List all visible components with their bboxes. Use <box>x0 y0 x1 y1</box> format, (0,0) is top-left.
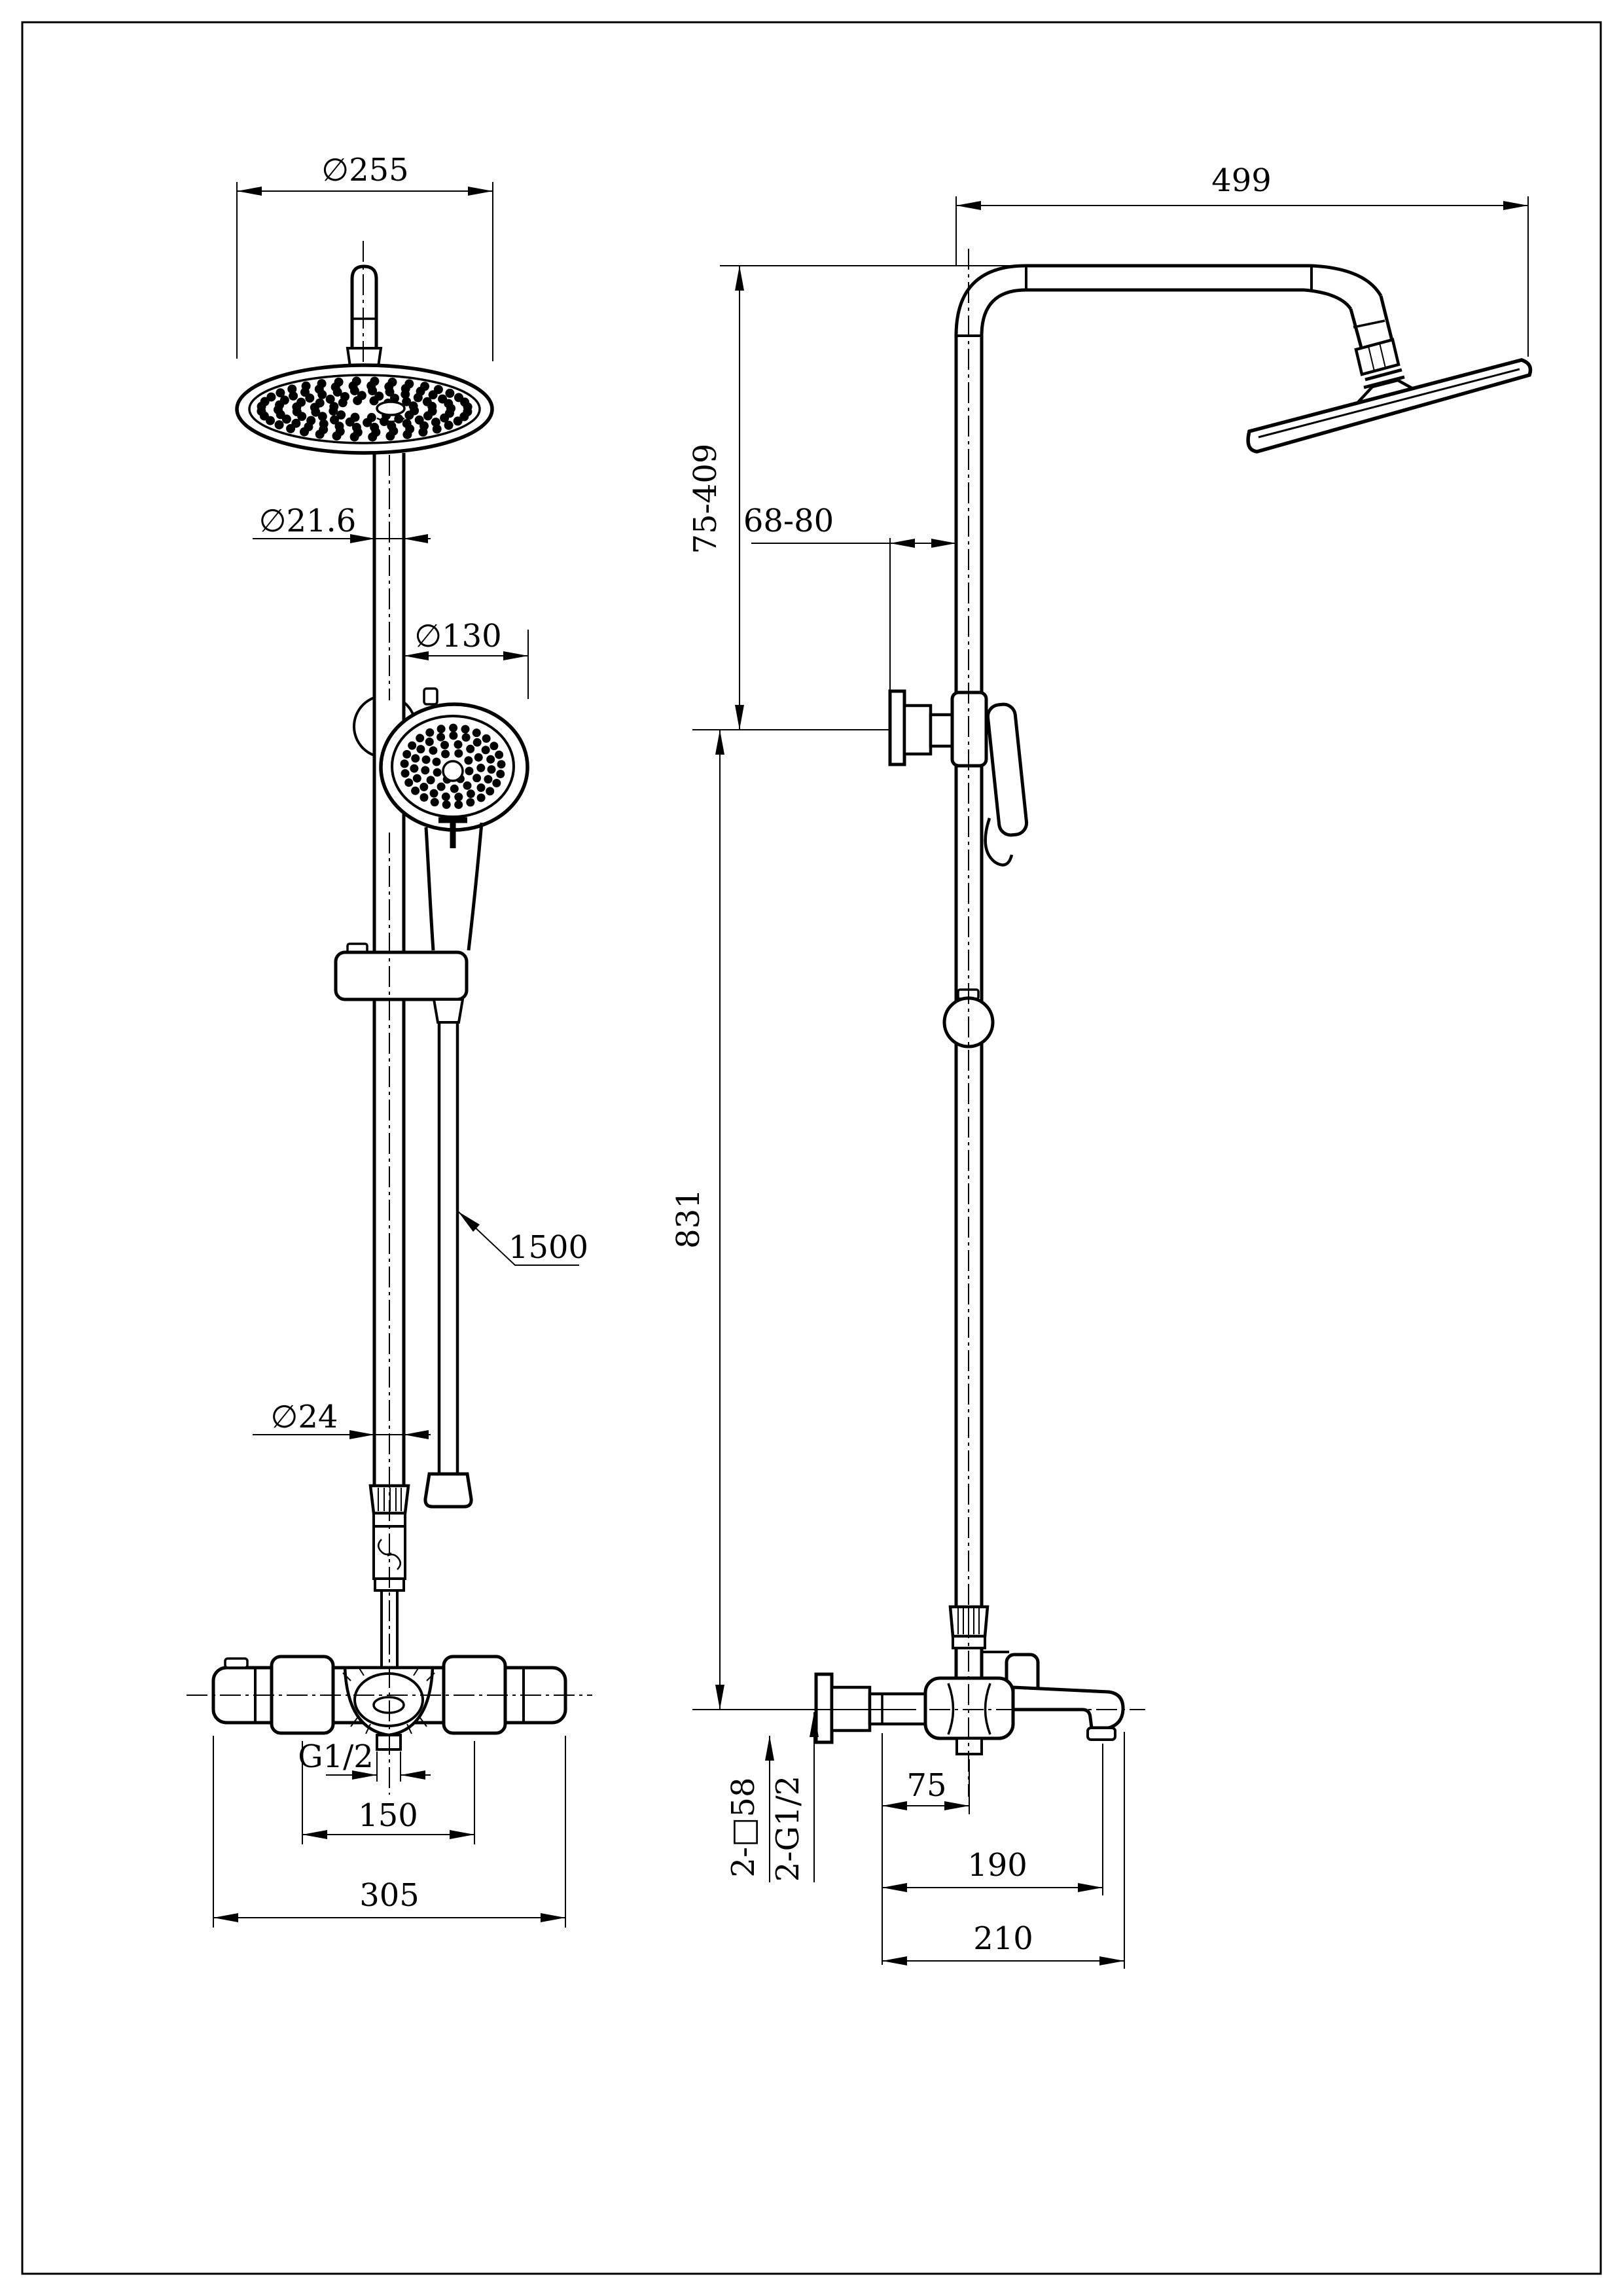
nozzle-dot <box>490 742 498 750</box>
nozzle-dot <box>315 430 325 439</box>
nozzle-dot <box>454 793 463 801</box>
nozzle-dot <box>431 798 439 806</box>
front-slider-clamp <box>336 944 467 999</box>
nozzle-dot <box>449 724 457 732</box>
spout-aerator <box>1088 1728 1115 1740</box>
nozzle-dot <box>302 382 311 391</box>
dim-valve-width: 305 <box>359 1877 419 1914</box>
dim-hand-shower-diameter: ∅130 <box>414 618 502 655</box>
dim-arm-reach: 499 <box>1211 162 1272 199</box>
nozzle-dot <box>410 406 419 416</box>
nozzle-dot <box>315 399 325 408</box>
nozzle-dot <box>413 774 421 783</box>
nozzle-dot <box>433 768 442 777</box>
nozzle-dot <box>427 776 435 784</box>
nozzle-dot <box>463 781 472 790</box>
nozzle-dot <box>437 783 446 791</box>
nozzle-dot <box>385 431 395 440</box>
nozzle-dot <box>411 787 419 795</box>
nozzle-dot <box>300 427 309 437</box>
nozzle-dot <box>266 393 276 402</box>
nozzle-dot <box>466 798 474 806</box>
nozzle-dot <box>433 425 442 434</box>
nozzle-dot <box>402 750 411 759</box>
nozzle-dot <box>477 793 486 802</box>
valve-left-button <box>225 1659 247 1668</box>
nozzle-dot <box>404 380 414 389</box>
nozzle-dot <box>492 779 501 787</box>
nozzle-dot <box>477 783 486 792</box>
nozzle-dot <box>461 725 470 734</box>
nozzle-dot <box>416 734 424 742</box>
nozzle-dot <box>408 742 416 750</box>
front-overhead-shower-head <box>237 365 492 453</box>
wall-escutcheon <box>816 1674 832 1742</box>
side-wall-bracket <box>890 691 954 764</box>
nozzle-dot <box>488 765 496 774</box>
note-escutcheon-size: 2-□58 <box>725 1777 762 1878</box>
nozzle-dot <box>433 758 441 766</box>
nozzle-dot <box>296 398 306 407</box>
nozzle-dot <box>482 745 490 754</box>
nozzle-dot <box>476 764 485 772</box>
nozzle-dot <box>442 793 450 801</box>
nozzle-dot <box>473 738 482 747</box>
nozzle-dot <box>462 733 471 742</box>
nozzle-dot <box>454 416 463 425</box>
nozzle-dot <box>422 755 431 764</box>
nozzle-dot <box>421 766 429 774</box>
nozzle-dot <box>287 385 296 394</box>
nozzle-dot <box>401 759 409 768</box>
dim-wall-clearance-range: 68-80 <box>743 503 834 539</box>
nozzle-dot <box>352 376 361 386</box>
dim-riser-diameter: ∅24 <box>270 1399 338 1435</box>
dim-head-diameter: ∅255 <box>321 152 409 188</box>
dim-arm-pipe-diameter: ∅21.6 <box>259 503 357 539</box>
dim-wall-to-riser: 75 <box>906 1767 947 1804</box>
nozzle-dot <box>497 760 506 768</box>
dim-inlet-spacing: 150 <box>358 1797 418 1834</box>
nozzle-dot <box>444 421 454 430</box>
nozzle-dot <box>465 767 474 776</box>
nozzle-dot <box>276 388 285 397</box>
nozzle-dot <box>473 774 481 782</box>
nozzle-dot <box>495 751 503 759</box>
dim-bracket-to-valve: 831 <box>670 1189 707 1249</box>
nozzle-dot <box>334 378 344 387</box>
nozzle-dot <box>454 740 463 749</box>
nozzle-dot <box>425 738 434 746</box>
nozzle-dot <box>484 775 492 783</box>
hand-shower-handle <box>426 827 433 950</box>
dim-wall-to-spout-tip: 210 <box>973 1920 1033 1957</box>
nozzle-dot <box>445 389 454 398</box>
nozzle-dot <box>466 745 474 753</box>
dim-wall-to-outlet: 190 <box>967 1847 1027 1884</box>
dim-outlet-thread: G1/2 <box>298 1738 374 1775</box>
nozzle-dot <box>441 750 450 759</box>
nozzle-dot <box>410 764 418 773</box>
nozzle-dot <box>450 785 459 793</box>
nozzle-dot <box>486 787 494 795</box>
nozzle-dot <box>416 745 425 753</box>
side-valve-body <box>816 1674 1123 1754</box>
side-shower-arm <box>956 266 1393 355</box>
nozzle-dot <box>454 749 463 758</box>
note-inlet-thread: 2-G1/2 <box>770 1775 806 1882</box>
nozzle-dot <box>434 385 443 394</box>
nozzle-dot <box>464 756 473 764</box>
nozzle-dot <box>286 424 295 433</box>
nozzle-dot <box>467 789 475 798</box>
nozzle-dot <box>440 741 449 749</box>
nozzle-dot <box>317 379 327 388</box>
hose-end-fitting <box>425 1474 471 1507</box>
nozzle-dot <box>442 800 451 809</box>
nozzle-dot <box>496 770 505 778</box>
nozzle-dot <box>332 431 342 440</box>
front-overhead-arm <box>348 266 381 367</box>
dim-head-to-bracket-range: 75-409 <box>687 443 724 554</box>
nozzle-dot <box>388 378 397 387</box>
nozzle-dot <box>430 789 438 798</box>
nozzle-dot <box>418 427 427 437</box>
side-hand-shower-handle <box>987 703 1028 836</box>
nozzle-dot <box>350 433 359 442</box>
nozzle-dot <box>275 420 284 429</box>
nozzle-dot <box>486 755 495 764</box>
nozzle-dot <box>370 377 379 386</box>
nozzle-dot <box>454 800 463 809</box>
nozzle-dot <box>423 411 433 420</box>
nozzle-dot <box>402 430 412 439</box>
nozzle-dot <box>401 769 410 778</box>
nozzle-dot <box>437 725 446 733</box>
nozzle-dot <box>420 382 429 391</box>
nozzle-dot <box>404 778 413 787</box>
nozzle-dot <box>368 433 377 442</box>
nozzle-dot <box>449 731 457 740</box>
nozzle-dot <box>429 746 437 755</box>
front-shower-hose <box>425 999 471 1507</box>
dim-hose-length: 1500 <box>508 1229 589 1266</box>
nozzle-dot <box>411 754 419 762</box>
nozzle-dot <box>425 728 434 737</box>
nozzle-dot <box>420 793 429 802</box>
nozzle-dot <box>473 728 481 737</box>
nozzle-dot <box>437 733 445 742</box>
nozzle-dot <box>419 783 428 791</box>
tub-spout <box>1013 1687 1123 1728</box>
nozzle-dot <box>482 734 491 743</box>
nozzle-dot <box>326 395 335 404</box>
nozzle-dot <box>474 753 483 762</box>
